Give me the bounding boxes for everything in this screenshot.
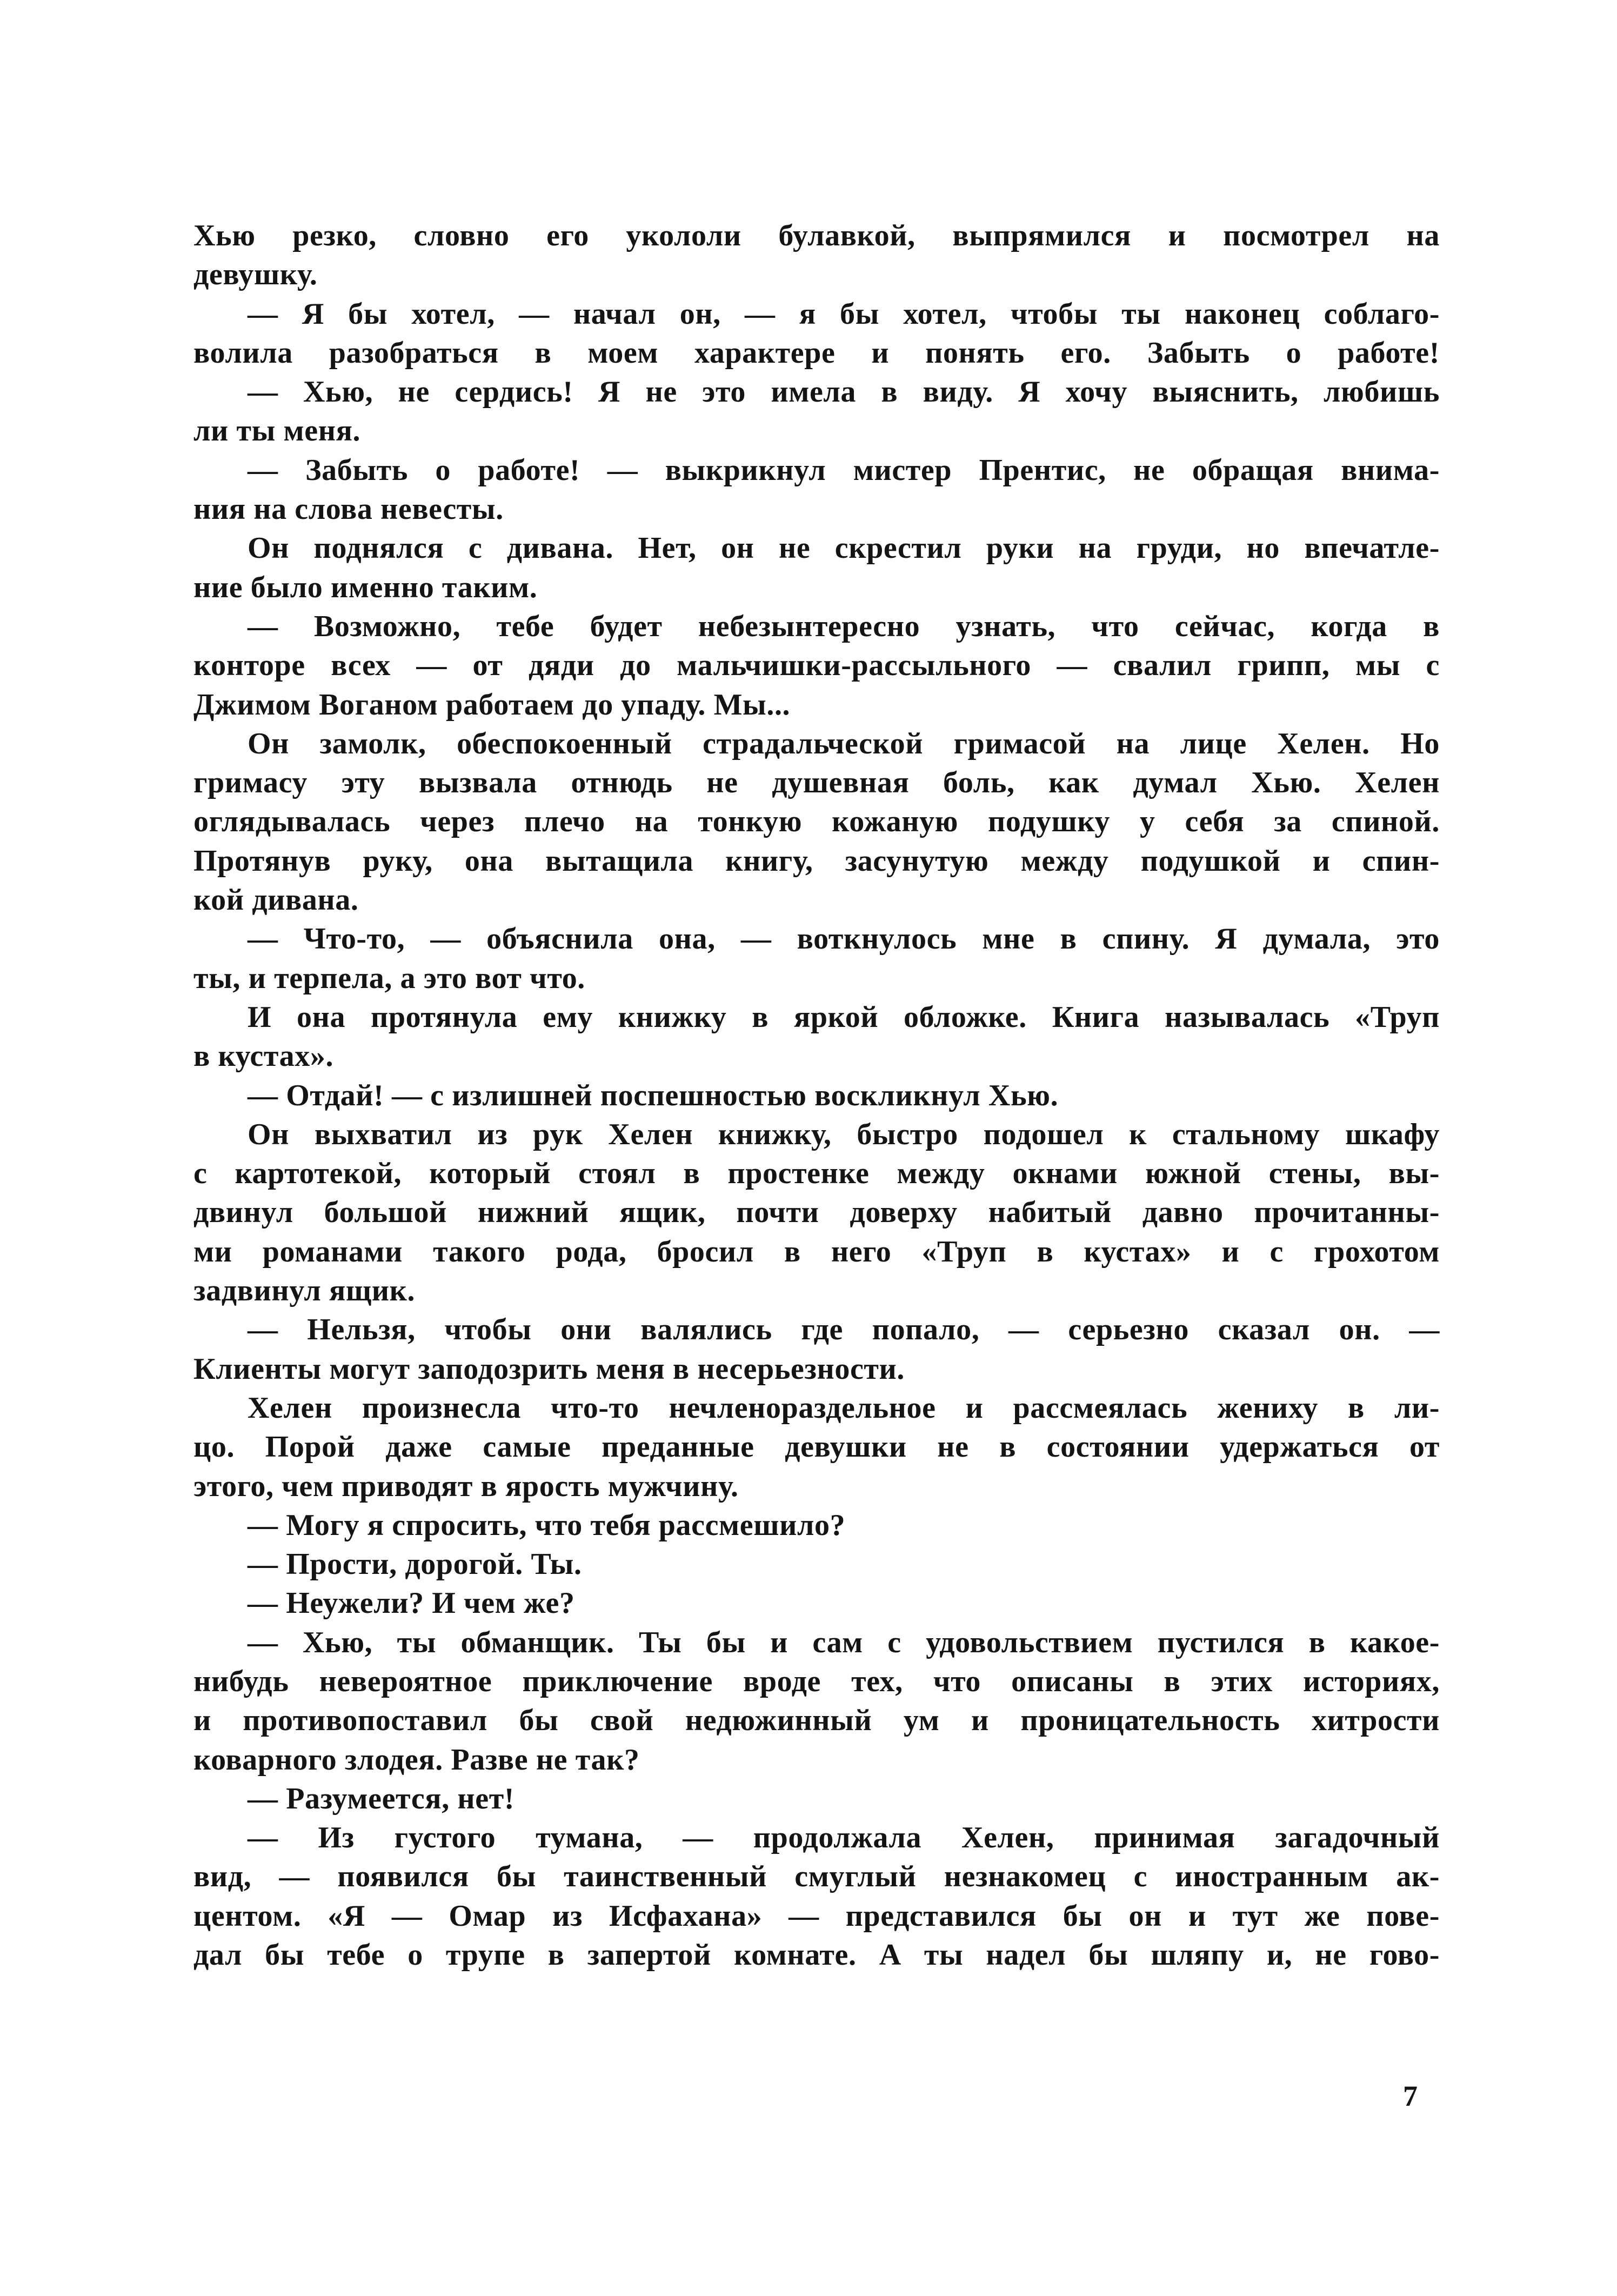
text-line: волила разобраться в моем характере и понять его. Забыть о работе! [193, 336, 1440, 370]
text-line: — Я бы хотел, — начал он, — я бы хотел, чтобы ты наконец соблаго- [248, 297, 1440, 331]
text-line: с картотекой, который стоял в простенке между окнами южной стены, вы- [193, 1157, 1440, 1191]
text-line: Он замолк, обеспокоенный страдальческой гримасой на лице Хелен. Но [248, 726, 1440, 760]
text-line: нибудь невероятное приключение вроде тех, что описаны в этих историях, [193, 1664, 1440, 1698]
text-line: девушку. [193, 258, 318, 292]
text-line: и противопоставил бы свой недюжинный ум и проницательность хитрости [193, 1704, 1440, 1738]
text-line: — Хью, ты обманщик. Ты бы и сам с удовольствием пустился в какое- [248, 1625, 1440, 1659]
text-line: — Возможно, тебе будет небезынтересно узнать, что сейчас, когда в [248, 609, 1440, 643]
text-line: — Неужели? И чем же? [248, 1586, 575, 1620]
text-line: вид, — появился бы таинственный смуглый незнакомец с иностранным ак- [193, 1860, 1440, 1894]
body-text [193, 216, 1440, 1974]
text-line: Джимом Воганом работаем до упаду. Мы... [193, 688, 791, 722]
text-line: — Прости, дорогой. Ты. [248, 1547, 582, 1581]
text-line: — Что-то, — объяснила она, — воткнулось мне в спину. Я думала, это [248, 922, 1440, 956]
text-line: ние было именно таким. [193, 570, 538, 604]
text-line: центом. «Я — Омар из Исфахана» — представился бы он и тут же пове- [193, 1899, 1440, 1933]
text-line: в кустах». [193, 1039, 334, 1073]
text-line: оглядывалась через плечо на тонкую кожаную подушку у себя за спиной. [193, 805, 1440, 839]
text-line: — Нельзя, чтобы они валялись где попало, — серьезно сказал он. — [248, 1313, 1440, 1347]
text-line: ми романами такого рода, бросил в него «Труп в кустах» и с грохотом [193, 1234, 1440, 1269]
text-line: И она протянула ему книжку в яркой обложке. Книга называлась «Труп [248, 1000, 1440, 1034]
text-line: задвинул ящик. [193, 1274, 416, 1308]
text-line: цо. Порой даже самые преданные девушки не в состоянии удержаться от [193, 1430, 1440, 1464]
text-line: — Разумеется, нет! [248, 1781, 515, 1816]
text-line: кой дивана. [193, 883, 359, 917]
text-line: Клиенты могут заподозрить меня в несерьезности. [193, 1352, 905, 1386]
text-line: конторе всех — от дяди до мальчишки-рассыльного — свалил грипп, мы с [193, 649, 1440, 683]
text-line: ли ты меня. [193, 414, 361, 448]
text-line: Хелен произнесла что-то нечленораздельное и рассмеялась жениху в ли- [248, 1391, 1440, 1425]
text-line: Хью резко, словно его укололи булавкой, выпрямился и посмотрел на [193, 219, 1440, 252]
text-line: двинул большой нижний ящик, почти доверху набитый давно прочитанны- [193, 1196, 1440, 1230]
text-line: гримасу эту вызвала отнюдь не душевная боль, как думал Хью. Хелен [193, 766, 1440, 800]
text-line: — Отдай! — с излишней поспешностью воскликнул Хью. [248, 1078, 1059, 1112]
text-line: Протянув руку, она вытащила книгу, засунутую между подушкой и спин- [193, 844, 1440, 878]
text-line: — Хью, не сердись! Я не это имела в виду. Я хочу выяснить, любишь [248, 375, 1440, 409]
text-line: Он поднялся с дивана. Нет, он не скрестил руки на груди, но впечатле- [248, 531, 1440, 565]
text-line: ния на слова невесты. [193, 492, 504, 526]
text-line: ты, и терпела, а это вот что. [193, 961, 585, 995]
text-line: — Из густого тумана, — продолжала Хелен, принимая загадочный [248, 1821, 1440, 1855]
text-line: — Могу я спросить, что тебя рассмешило? [248, 1508, 846, 1542]
text-line: Он выхватил из рук Хелен книжку, быстро подошел к стальному шкафу [248, 1117, 1440, 1151]
text-line: коварного злодея. Разве не так? [193, 1743, 640, 1777]
text-line: этого, чем приводят в ярость мужчину. [193, 1469, 739, 1503]
text-line: дал бы тебе о трупе в запертой комнате. А ты надел бы шляпу и, не гово- [193, 1938, 1440, 1972]
page-number: 7 [1403, 2080, 1418, 2112]
text-line: — Забыть о работе! — выкрикнул мистер Прентис, не обращая внима- [248, 453, 1440, 487]
